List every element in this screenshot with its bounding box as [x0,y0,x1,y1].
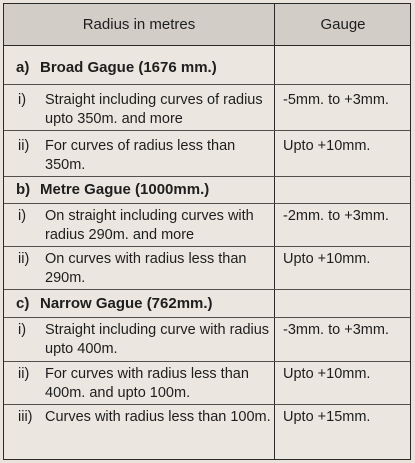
row-description: For curves of radius less than 350m. [45,138,236,173]
section-title: Narrow Gague (762mm.) [40,295,213,312]
table-header [4,4,410,46]
row-divider [4,289,410,290]
section-title: Metre Gague (1000mm.) [40,181,210,198]
row-divider [4,404,410,405]
row-number: i) [18,322,27,338]
header-radius: Radius in metres [82,16,196,33]
row-description: For curves with radius less than 400m. and upto 100m. [45,366,249,401]
row-divider [4,361,410,362]
section-broad-gauge [16,59,217,77]
section-label: a) [16,59,30,76]
row-description: On straight including curves with radius 290m. and more [45,208,254,243]
section-label: c) [16,295,30,312]
gauge-tolerance-table [3,3,411,460]
section-label: b) [16,181,31,198]
row-description: On curves with radius less than 290m. [45,251,247,286]
row-gauge: -3mm. to +3mm. [283,322,389,338]
row-description: Straight including curve with radius upto 400m. [45,322,270,357]
row-divider [4,317,410,318]
header-gauge: Gauge [320,16,366,33]
row-gauge: Upto +10mm. [283,138,371,154]
row-gauge: -5mm. to +3mm. [283,92,389,108]
row-gauge: Upto +10mm. [283,366,371,382]
row-divider [4,130,410,131]
row-number: iii) [18,409,33,425]
row-divider [4,84,410,85]
section-metre-gauge [16,181,209,199]
row-divider [4,176,410,177]
row-number: i) [18,92,27,108]
section-narrow-gauge [16,295,213,313]
row-divider [4,203,410,204]
row-divider [4,246,410,247]
row-gauge: Upto +15mm. [283,409,371,425]
row-description: Curves with radius less than 100m. [45,409,271,425]
row-number: ii) [18,251,30,267]
row-number: i) [18,208,27,224]
row-gauge: -2mm. to +3mm. [283,208,389,224]
row-description: Straight including curves of radius upto 350m. and more [45,92,263,127]
row-number: ii) [18,366,30,382]
row-gauge: Upto +10mm. [283,251,371,267]
row-number: ii) [18,138,30,154]
section-title: Broad Gague (1676 mm.) [40,59,217,76]
